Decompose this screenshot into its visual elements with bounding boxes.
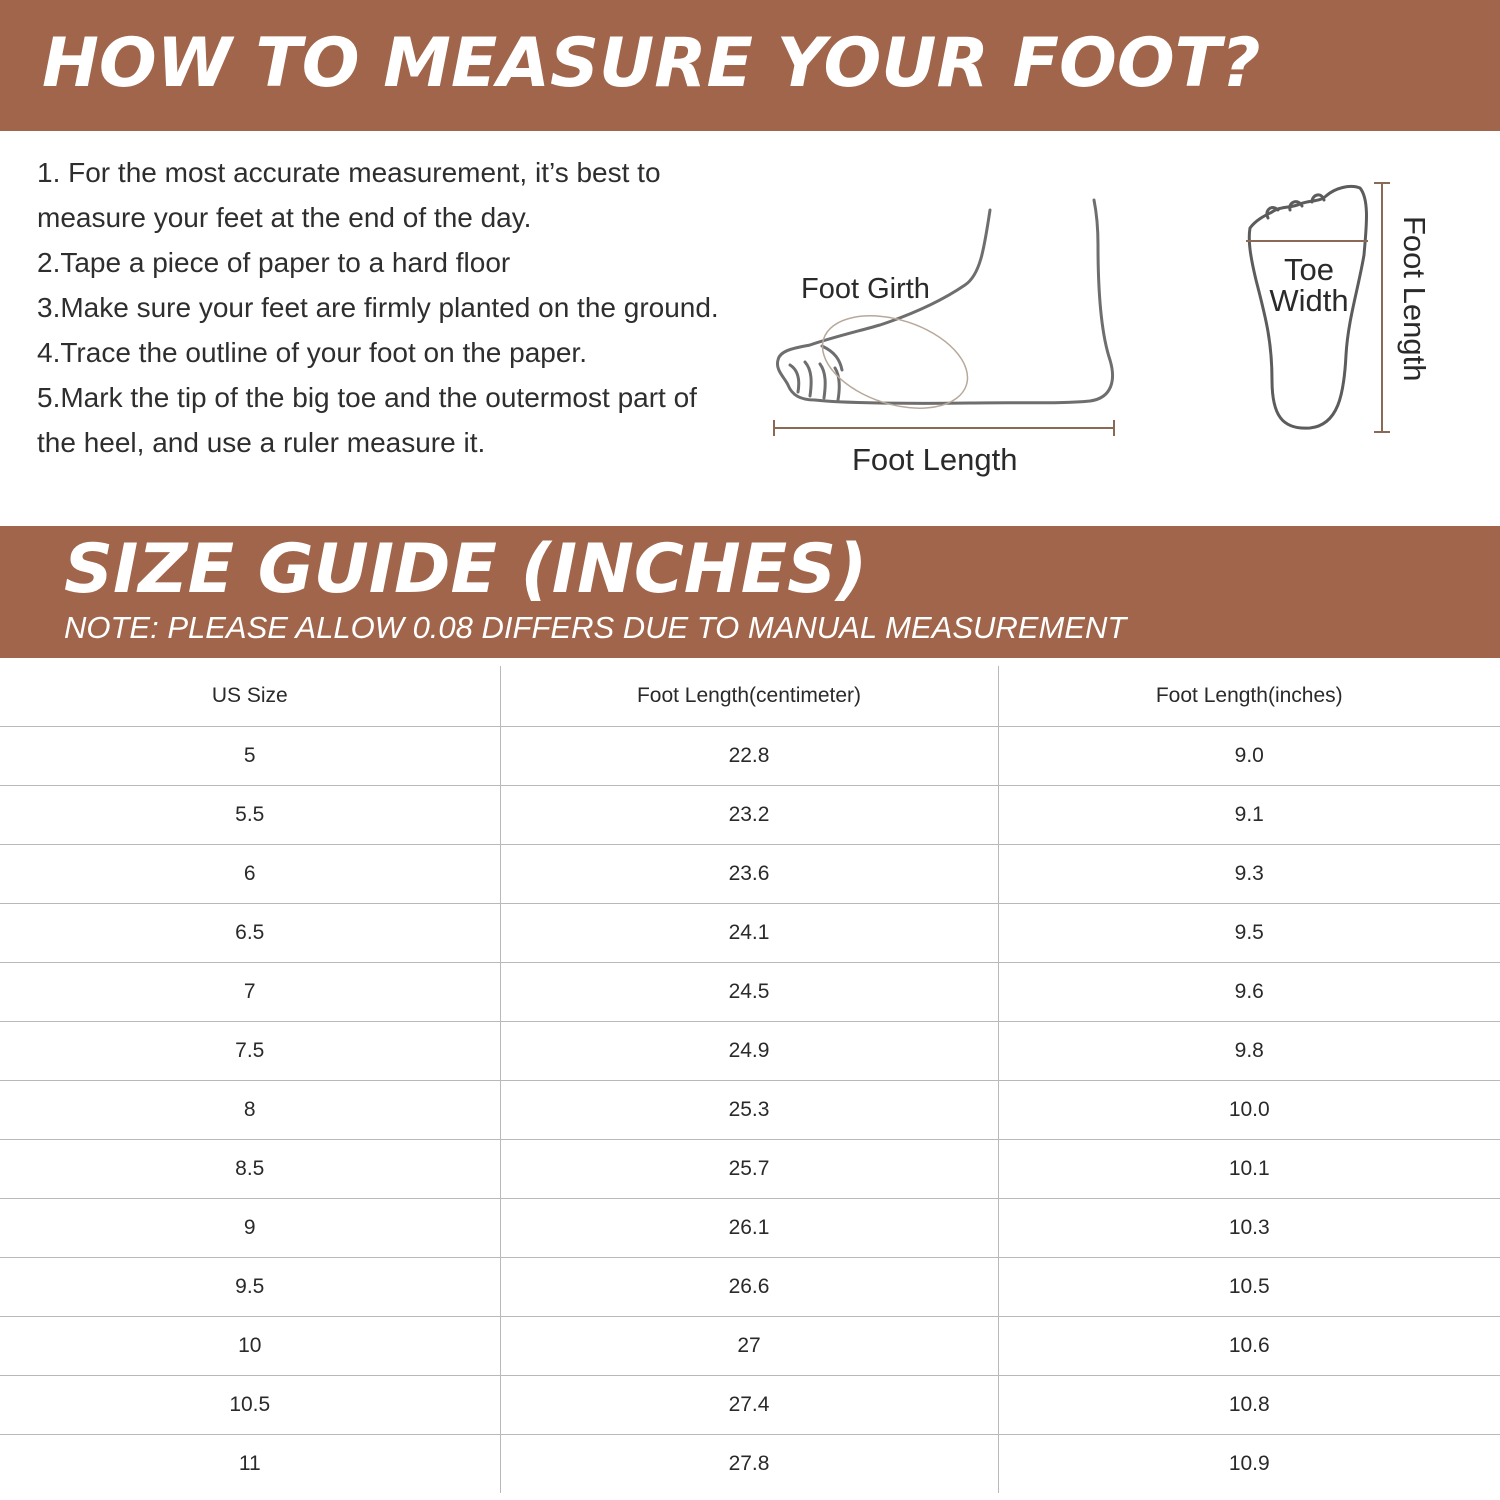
us-size-cell: 10.5 bbox=[0, 1376, 500, 1435]
measurement-note: NOTE: PLEASE ALLOW 0.08 DIFFERS DUE TO MANUAL MEASUREMENT bbox=[64, 610, 1127, 645]
toe-width-label-line1: Toe bbox=[1284, 252, 1334, 287]
us-size-cell: 9.5 bbox=[0, 1258, 500, 1317]
us-size-cell: 5.5 bbox=[0, 786, 500, 845]
foot-length-in-cell: 10.0 bbox=[998, 1081, 1500, 1140]
foot-length-cm-cell: 25.3 bbox=[500, 1081, 998, 1140]
foot-length-cm-cell: 24.5 bbox=[500, 963, 998, 1022]
vertical-length-ruler bbox=[1374, 183, 1390, 432]
foot-length-cm-cell: 23.2 bbox=[500, 786, 998, 845]
foot-length-cm-cell: 26.6 bbox=[500, 1258, 998, 1317]
foot-length-in-cell: 10.3 bbox=[998, 1199, 1500, 1258]
foot-length-cm-cell: 27 bbox=[500, 1317, 998, 1376]
girth-ellipse bbox=[811, 299, 980, 425]
foot-length-in-cell: 9.6 bbox=[998, 963, 1500, 1022]
foot-length-in-cell: 9.0 bbox=[998, 727, 1500, 786]
header-foot-length-cm: Foot Length(centimeter) bbox=[500, 666, 998, 727]
foot-length-in-cell: 9.8 bbox=[998, 1022, 1500, 1081]
measure-title: HOW TO MEASURE YOUR FOOT? bbox=[42, 24, 1261, 103]
foot-length-cm-cell: 23.6 bbox=[500, 845, 998, 904]
foot-length-in-cell: 9.3 bbox=[998, 845, 1500, 904]
size-table-body bbox=[0, 727, 1500, 1494]
us-size-cell: 8.5 bbox=[0, 1140, 500, 1199]
step-5: 5.Mark the tip of the big toe and the outermost part of the heel, and use a ruler measure it. bbox=[37, 382, 697, 458]
us-size-cell: 7 bbox=[0, 963, 500, 1022]
table-row bbox=[0, 845, 1500, 904]
size-table bbox=[0, 666, 1500, 1493]
length-ruler bbox=[774, 420, 1114, 436]
foot-length-cm-cell: 22.8 bbox=[500, 727, 998, 786]
table-row bbox=[0, 1140, 1500, 1199]
us-size-cell: 6 bbox=[0, 845, 500, 904]
table-row bbox=[0, 1258, 1500, 1317]
foot-length-in-cell: 10.6 bbox=[998, 1317, 1500, 1376]
foot-length-label: Foot Length bbox=[852, 442, 1018, 477]
foot-length-in-cell: 10.1 bbox=[998, 1140, 1500, 1199]
size-guide-title: SIZE GUIDE (INCHES) bbox=[64, 530, 868, 609]
foot-length-cm-cell: 25.7 bbox=[500, 1140, 998, 1199]
table-row bbox=[0, 1199, 1500, 1258]
foot-length-cm-cell: 27.4 bbox=[500, 1376, 998, 1435]
foot-length-cm-cell: 27.8 bbox=[500, 1435, 998, 1494]
step-1: 1. For the most accurate measurement, it’s best to measure your feet at the end of the day. bbox=[37, 157, 661, 233]
header-us-size: US Size bbox=[0, 666, 500, 727]
foot-length-cm-cell: 24.9 bbox=[500, 1022, 998, 1081]
foot-measurement-diagram bbox=[760, 170, 1460, 490]
table-row bbox=[0, 963, 1500, 1022]
foot-length-in-cell: 9.5 bbox=[998, 904, 1500, 963]
header-foot-length-in: Foot Length(inches) bbox=[998, 666, 1500, 727]
foot-length-cm-cell: 24.1 bbox=[500, 904, 998, 963]
us-size-cell: 10 bbox=[0, 1317, 500, 1376]
foot-length-in-cell: 10.5 bbox=[998, 1258, 1500, 1317]
table-row bbox=[0, 1317, 1500, 1376]
toe-width-label-line2: Width bbox=[1269, 283, 1349, 318]
table-row bbox=[0, 904, 1500, 963]
table-row bbox=[0, 786, 1500, 845]
foot-length-in-cell: 10.8 bbox=[998, 1376, 1500, 1435]
table-row bbox=[0, 1435, 1500, 1494]
foot-girth-label: Foot Girth bbox=[801, 273, 930, 305]
us-size-cell: 7.5 bbox=[0, 1022, 500, 1081]
foot-length-in-cell: 10.9 bbox=[998, 1435, 1500, 1494]
us-size-cell: 9 bbox=[0, 1199, 500, 1258]
table-header-row bbox=[0, 666, 1500, 727]
us-size-cell: 6.5 bbox=[0, 904, 500, 963]
us-size-cell: 11 bbox=[238, 1452, 261, 1475]
table-row bbox=[0, 1081, 1500, 1140]
us-size-cell: 5 bbox=[0, 727, 500, 786]
table-row bbox=[0, 1022, 1500, 1081]
foot-length-in-cell: 9.1 bbox=[998, 786, 1500, 845]
vertical-foot-length-label: Foot Length bbox=[1397, 216, 1432, 382]
step-3: 3.Make sure your feet are firmly planted on the ground. bbox=[37, 292, 719, 323]
step-2: 2.Tape a piece of paper to a hard floor bbox=[37, 247, 511, 278]
foot-length-cm-cell: 26.1 bbox=[500, 1199, 998, 1258]
us-size-cell: 8 bbox=[0, 1081, 500, 1140]
measure-header-banner bbox=[0, 0, 1500, 131]
table-row bbox=[0, 727, 1500, 786]
measure-steps bbox=[37, 150, 737, 465]
table-row bbox=[0, 1376, 1500, 1435]
step-4: 4.Trace the outline of your foot on the paper. bbox=[37, 337, 587, 368]
